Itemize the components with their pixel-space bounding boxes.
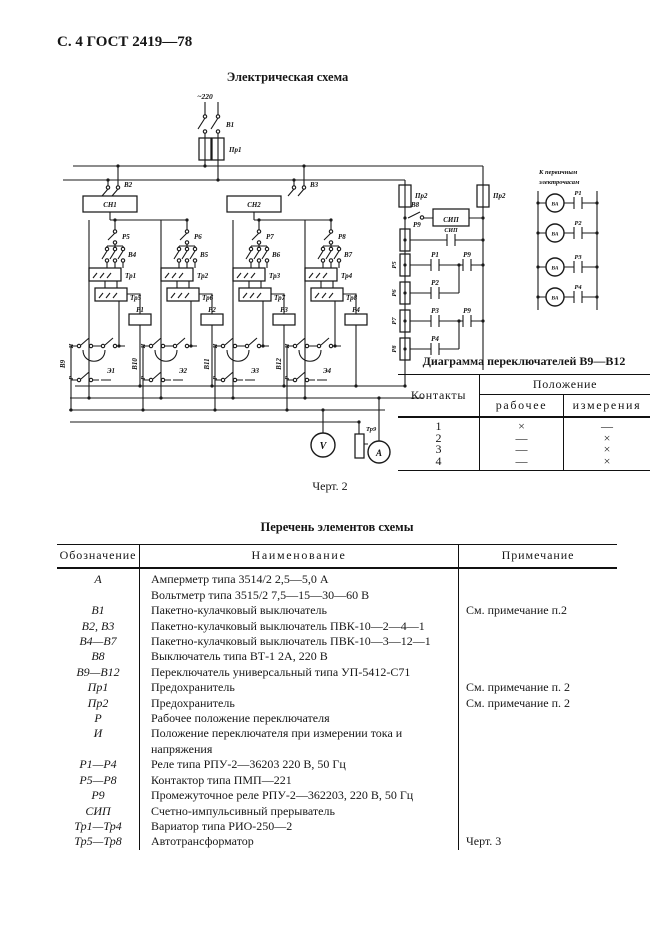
schematic-label: В3 bbox=[310, 181, 319, 189]
junction-dot bbox=[403, 216, 406, 219]
element-row bbox=[57, 603, 617, 618]
element-designation: Р1—Р4 bbox=[57, 757, 140, 772]
schematic-label: СИП bbox=[444, 228, 458, 234]
terminal bbox=[113, 259, 116, 262]
junction-dot bbox=[481, 238, 484, 241]
junction-dot bbox=[481, 319, 484, 322]
switch-diagram-row bbox=[398, 456, 650, 471]
element-designation: Тр5—Тр8 bbox=[57, 834, 140, 849]
terminal bbox=[329, 344, 332, 347]
element-note bbox=[459, 788, 618, 803]
element-row bbox=[57, 649, 617, 664]
working-state: — bbox=[480, 433, 564, 445]
schematic-label: Р bbox=[213, 376, 219, 380]
schematic-label: Тр4 bbox=[341, 272, 353, 280]
terminal bbox=[420, 216, 423, 219]
element-designation: Р bbox=[57, 711, 140, 726]
schematic-label: Р9 bbox=[463, 251, 471, 259]
element-note bbox=[459, 588, 618, 603]
junction-dot bbox=[403, 263, 406, 266]
column-header-working: рабочее bbox=[480, 395, 564, 418]
terminal bbox=[173, 344, 176, 347]
terminal bbox=[216, 115, 219, 118]
junction-dot bbox=[595, 295, 598, 298]
schematic-label: Пр1 bbox=[229, 146, 242, 154]
junction-dot bbox=[595, 265, 598, 268]
junction-dot bbox=[536, 265, 539, 268]
contact-number: 3 bbox=[398, 444, 480, 456]
schematic-label: ВА bbox=[551, 295, 559, 302]
element-designation: Пр2 bbox=[57, 696, 140, 711]
contact-number: 4 bbox=[398, 456, 480, 471]
terminal bbox=[293, 378, 296, 381]
schematic-label: Тр1 bbox=[125, 272, 137, 280]
element-designation: В2, В3 bbox=[57, 619, 140, 634]
schematic-label: Тр2 bbox=[197, 272, 209, 280]
schematic-label: И bbox=[213, 343, 219, 349]
terminal bbox=[105, 259, 108, 262]
element-note bbox=[459, 819, 618, 834]
schematic-label: V bbox=[319, 441, 327, 452]
schematic-label: Р1 bbox=[136, 306, 144, 314]
schematic-label: Э4 bbox=[323, 367, 332, 375]
element-name: Положение переключателя при измерении тока и напряжения bbox=[140, 726, 459, 757]
relay-r1 bbox=[129, 314, 151, 325]
element-name: Пакетно-кулачковый выключатель ПВК-10—2—4—1 bbox=[140, 619, 459, 634]
schematic-label: В12 bbox=[275, 358, 283, 370]
element-note: См. примечание п. 2 bbox=[466, 695, 571, 710]
schematic-label: Р7 bbox=[266, 233, 274, 241]
element-row bbox=[57, 819, 617, 834]
schematic-label: Р4 bbox=[431, 335, 439, 343]
element-row bbox=[57, 711, 617, 726]
element-row bbox=[57, 834, 617, 849]
column-header-name: Наименование bbox=[140, 545, 459, 569]
schematic-label: Тр3 bbox=[269, 272, 281, 280]
terminal bbox=[292, 186, 295, 189]
schematic-label: Р5 bbox=[391, 261, 398, 269]
junction-dot bbox=[257, 218, 260, 221]
junction-dot bbox=[185, 218, 188, 221]
terminal bbox=[106, 186, 109, 189]
junction-dot bbox=[141, 408, 144, 411]
schematic-label: ВА bbox=[551, 265, 559, 272]
schematic-label: И bbox=[69, 343, 75, 349]
junction-dot bbox=[113, 218, 116, 221]
schematic-label: Пр2 bbox=[415, 192, 428, 200]
terminal bbox=[321, 259, 324, 262]
element-row bbox=[57, 757, 617, 772]
element-row bbox=[57, 773, 617, 788]
element-note bbox=[459, 773, 618, 788]
schematic-label: Р1 bbox=[431, 251, 439, 259]
schematic-label: Тр8 bbox=[346, 294, 358, 302]
junction-dot bbox=[457, 319, 460, 322]
schematic-label: Р9 bbox=[463, 307, 471, 315]
element-note bbox=[459, 634, 618, 649]
schematic-label: Р7 bbox=[391, 317, 398, 325]
switch-diagram-section bbox=[398, 354, 650, 471]
element-note bbox=[459, 804, 618, 819]
junction-dot bbox=[481, 263, 484, 266]
terminal bbox=[257, 344, 260, 347]
terminal bbox=[203, 130, 206, 133]
element-name: Предохранитель bbox=[140, 680, 459, 695]
terminal bbox=[185, 344, 188, 347]
schematic-label: Р2 bbox=[208, 306, 216, 314]
schematic-label: Р4 bbox=[352, 306, 360, 314]
schematic-label: Р8 bbox=[338, 233, 346, 241]
junction-dot bbox=[69, 408, 72, 411]
element-row bbox=[57, 804, 617, 819]
terminal bbox=[185, 241, 188, 244]
junction-dot bbox=[321, 408, 324, 411]
junction-dot bbox=[403, 238, 406, 241]
relay-r4 bbox=[345, 314, 367, 325]
schematic-label: В6 bbox=[272, 251, 281, 259]
schematic-label: СН2 bbox=[247, 201, 261, 209]
schematic-label: В9 bbox=[59, 359, 67, 369]
junction-dot bbox=[261, 344, 264, 347]
schematic-label: Э3 bbox=[251, 367, 260, 375]
junction-dot bbox=[282, 384, 285, 387]
element-note: См. примечание п. 2 bbox=[466, 680, 571, 695]
schematic-label: Р3 bbox=[280, 306, 288, 314]
element-row bbox=[57, 619, 617, 634]
schematic-label: Р3 bbox=[574, 254, 582, 261]
junction-dot bbox=[403, 347, 406, 350]
element-row bbox=[57, 634, 617, 649]
measure-state: × bbox=[603, 453, 611, 468]
column-header-measure: измерения bbox=[564, 395, 651, 418]
schematic-label: И bbox=[285, 343, 291, 349]
terminal bbox=[257, 241, 260, 244]
measure-state: — bbox=[601, 419, 613, 433]
working-state: — bbox=[480, 444, 564, 456]
element-note bbox=[459, 757, 618, 772]
junction-dot bbox=[189, 344, 192, 347]
element-designation: Тр1—Тр4 bbox=[57, 819, 140, 834]
terminal bbox=[121, 247, 124, 250]
junction-dot bbox=[87, 396, 90, 399]
element-name: Реле типа РПУ-2—36203 220 В, 50 Гц bbox=[140, 757, 459, 772]
junction-dot bbox=[333, 344, 336, 347]
element-designation: И bbox=[57, 726, 140, 757]
element-note bbox=[459, 665, 618, 680]
terminal bbox=[302, 186, 305, 189]
terminal bbox=[193, 259, 196, 262]
terminal bbox=[185, 259, 188, 262]
terminal bbox=[185, 247, 188, 250]
element-name: Промежуточное реле РПУ-2—362203, 220 В, 50 Гц bbox=[140, 788, 459, 803]
schematic-label: Тр5 bbox=[130, 294, 142, 302]
element-row bbox=[57, 726, 617, 757]
column-header-position: Положение bbox=[480, 375, 651, 395]
schematic-label: В1 bbox=[226, 121, 235, 129]
element-designation: Пр1 bbox=[57, 680, 140, 695]
terminal bbox=[77, 378, 80, 381]
terminal bbox=[216, 130, 219, 133]
terminal bbox=[329, 230, 332, 233]
schematic-label: В10 bbox=[131, 358, 139, 370]
schematic-label: Р1 bbox=[574, 190, 582, 197]
element-row bbox=[57, 680, 617, 695]
column-header-designation: Обозначение bbox=[57, 545, 140, 569]
terminal bbox=[293, 344, 296, 347]
terminal bbox=[305, 344, 308, 347]
element-note: См. примечание п.2 bbox=[466, 603, 568, 618]
terminal bbox=[257, 247, 260, 250]
terminal bbox=[116, 186, 119, 189]
junction-dot bbox=[354, 384, 357, 387]
schematic-title: Электрическая схема bbox=[226, 70, 349, 84]
switch-diagram-title: Диаграмма переключателей В9—В12 bbox=[422, 354, 626, 368]
terminal bbox=[121, 259, 124, 262]
schematic-label: Р4 bbox=[574, 284, 582, 291]
terminal bbox=[265, 259, 268, 262]
terminal bbox=[265, 247, 268, 250]
terminal bbox=[113, 344, 116, 347]
element-row bbox=[57, 665, 617, 680]
element-note bbox=[459, 649, 618, 664]
junction-dot bbox=[403, 319, 406, 322]
element-name: Пакетно-кулачковый выключатель ПВК-10—3—12—1 bbox=[140, 634, 459, 649]
column-header-note: Примечание bbox=[459, 545, 618, 569]
junction-dot bbox=[159, 396, 162, 399]
terminal bbox=[329, 259, 332, 262]
terminal bbox=[149, 344, 152, 347]
terminal bbox=[221, 344, 224, 347]
schematic-label: Р3 bbox=[431, 307, 439, 315]
elements-list-title: Перечень элементов схемы bbox=[260, 520, 414, 534]
contact-number: 1 bbox=[398, 417, 480, 433]
terminal bbox=[101, 344, 104, 347]
terminal bbox=[329, 247, 332, 250]
junction-dot bbox=[595, 201, 598, 204]
schematic-label: СИП bbox=[443, 216, 459, 224]
element-row bbox=[57, 568, 617, 587]
junction-dot bbox=[357, 420, 360, 423]
element-designation: В8 bbox=[57, 649, 140, 664]
junction-dot bbox=[377, 396, 380, 399]
schematic-label: Тр6 bbox=[202, 294, 214, 302]
element-name: Выключатель типа ВТ-1 2А, 220 В bbox=[140, 649, 459, 664]
element-designation: А bbox=[57, 568, 140, 587]
junction-dot bbox=[216, 178, 219, 181]
schematic-label: Р6 bbox=[391, 289, 398, 297]
schematic-label: Э1 bbox=[107, 367, 116, 375]
junction-dot bbox=[536, 201, 539, 204]
element-name: Вольтметр типа 3515/2 7,5—15—30—60 В bbox=[140, 588, 459, 603]
schematic-label: Р bbox=[141, 376, 147, 380]
schematic-terminals bbox=[77, 115, 423, 382]
terminal bbox=[113, 230, 116, 233]
schematic-label: А bbox=[375, 448, 383, 458]
terminal bbox=[113, 247, 116, 250]
schematic-label: электрочасам bbox=[539, 179, 580, 186]
switch-diagram-table bbox=[398, 374, 650, 471]
terminal bbox=[257, 230, 260, 233]
terminal bbox=[89, 378, 92, 381]
schematic-label: В8 bbox=[411, 201, 420, 209]
element-note bbox=[459, 568, 618, 587]
elements-list-section bbox=[57, 520, 617, 850]
junction-dot bbox=[536, 231, 539, 234]
working-state: × bbox=[480, 417, 564, 433]
element-name: Счетно-импульсивный прерыватель bbox=[140, 804, 459, 819]
junction-dot bbox=[536, 295, 539, 298]
junction-dot bbox=[292, 178, 295, 181]
element-designation: Р9 bbox=[57, 788, 140, 803]
terminal bbox=[77, 344, 80, 347]
terminal bbox=[317, 344, 320, 347]
schematic-label: Р5 bbox=[122, 233, 130, 241]
schematic-label: И bbox=[141, 343, 147, 349]
terminal bbox=[185, 230, 188, 233]
junction-dot bbox=[403, 291, 406, 294]
junction-dot bbox=[595, 231, 598, 234]
element-name: Рабочее положение переключателя bbox=[140, 711, 459, 726]
terminal bbox=[249, 259, 252, 262]
terminal bbox=[249, 247, 252, 250]
schematic-label: ВА bbox=[551, 201, 559, 208]
terminal bbox=[113, 241, 116, 244]
schematic-label: Р8 bbox=[391, 345, 398, 353]
working-state: — bbox=[480, 456, 564, 471]
contact-number: 2 bbox=[398, 433, 480, 445]
junction-dot bbox=[117, 344, 120, 347]
terminal bbox=[257, 259, 260, 262]
measure-state: × bbox=[603, 442, 611, 456]
element-designation: В4—В7 bbox=[57, 634, 140, 649]
schematic-label: В4 bbox=[128, 251, 137, 259]
terminal bbox=[177, 247, 180, 250]
element-row bbox=[57, 696, 617, 711]
schematic-label: Пр2 bbox=[493, 192, 506, 200]
element-designation: В1 bbox=[57, 603, 140, 618]
element-designation bbox=[57, 588, 140, 603]
terminal bbox=[233, 378, 236, 381]
junction-dot bbox=[231, 396, 234, 399]
terminal bbox=[305, 378, 308, 381]
element-name: Переключатель универсальный типа УП-5412-С71 bbox=[140, 665, 459, 680]
schematic-label: СН1 bbox=[103, 201, 117, 209]
junction-dot bbox=[210, 384, 213, 387]
schematic-label: В2 bbox=[124, 181, 133, 189]
junction-dot bbox=[203, 164, 206, 167]
junction-dot bbox=[138, 384, 141, 387]
terminal bbox=[149, 378, 152, 381]
terminal bbox=[161, 344, 164, 347]
relay-r2 bbox=[201, 314, 223, 325]
junction-dot bbox=[302, 164, 305, 167]
element-name: Контактор типа ПМП—221 bbox=[140, 773, 459, 788]
elements-table bbox=[57, 544, 617, 850]
junction-dot bbox=[481, 216, 484, 219]
junction-dot bbox=[116, 164, 119, 167]
page-header: С. 4 ГОСТ 2419—78 bbox=[57, 34, 193, 50]
terminal bbox=[203, 115, 206, 118]
schematic-label: В11 bbox=[203, 358, 211, 370]
schematic-label: Р bbox=[285, 376, 291, 380]
element-designation: В9—В12 bbox=[57, 665, 140, 680]
element-note bbox=[459, 619, 618, 634]
schematic-label: ВА bbox=[551, 231, 559, 238]
measure-state: × bbox=[603, 430, 611, 445]
element-name: Пакетно-кулачковый выключатель bbox=[140, 603, 459, 618]
element-row bbox=[57, 788, 617, 803]
element-name: Вариатор типа РИО-250—2 bbox=[140, 819, 459, 834]
junction-dot bbox=[457, 263, 460, 266]
element-name: Автотрансформатор bbox=[140, 834, 459, 849]
element-note bbox=[459, 711, 618, 726]
terminal bbox=[337, 259, 340, 262]
terminal bbox=[245, 344, 248, 347]
junction-dot bbox=[303, 396, 306, 399]
terminal bbox=[161, 378, 164, 381]
element-note: Черт. 3 bbox=[466, 834, 502, 849]
schematic-label: Р9 bbox=[413, 221, 421, 229]
figure-caption: Черт. 2 bbox=[312, 479, 348, 493]
schematic-label: Р2 bbox=[431, 279, 439, 287]
terminal bbox=[329, 241, 332, 244]
terminal bbox=[233, 344, 236, 347]
element-note bbox=[459, 726, 618, 757]
terminal bbox=[221, 378, 224, 381]
terminal bbox=[321, 247, 324, 250]
schematic-label: Р2 bbox=[574, 220, 582, 227]
schematic-label: В5 bbox=[200, 251, 209, 259]
schematic-label: ~220 bbox=[197, 92, 213, 101]
terminal bbox=[337, 247, 340, 250]
schematic-label: Э2 bbox=[179, 367, 188, 375]
shunt-tr9 bbox=[355, 434, 364, 458]
terminal bbox=[105, 247, 108, 250]
junction-dot bbox=[213, 408, 216, 411]
relay-r3 bbox=[273, 314, 295, 325]
terminal bbox=[193, 247, 196, 250]
element-designation: СИП bbox=[57, 804, 140, 819]
schematic-label: К первичным bbox=[539, 169, 578, 176]
terminal bbox=[177, 259, 180, 262]
column-header-contacts: Контакты bbox=[398, 375, 480, 418]
element-row bbox=[57, 588, 617, 603]
schematic-label: Тр7 bbox=[274, 294, 286, 302]
element-name: Предохранитель bbox=[140, 696, 459, 711]
schematic-label: В7 bbox=[344, 251, 353, 259]
schematic-label: Р bbox=[69, 376, 75, 380]
junction-dot bbox=[106, 178, 109, 181]
element-designation: Р5—Р8 bbox=[57, 773, 140, 788]
schematic-label: Р6 bbox=[194, 233, 202, 241]
junction-dot bbox=[285, 408, 288, 411]
schematic-label: Тр9 bbox=[366, 426, 377, 433]
junction-dot bbox=[329, 218, 332, 221]
terminal bbox=[89, 344, 92, 347]
element-name: Амперметр типа 3514/2 2,5—5,0 А bbox=[140, 568, 459, 587]
